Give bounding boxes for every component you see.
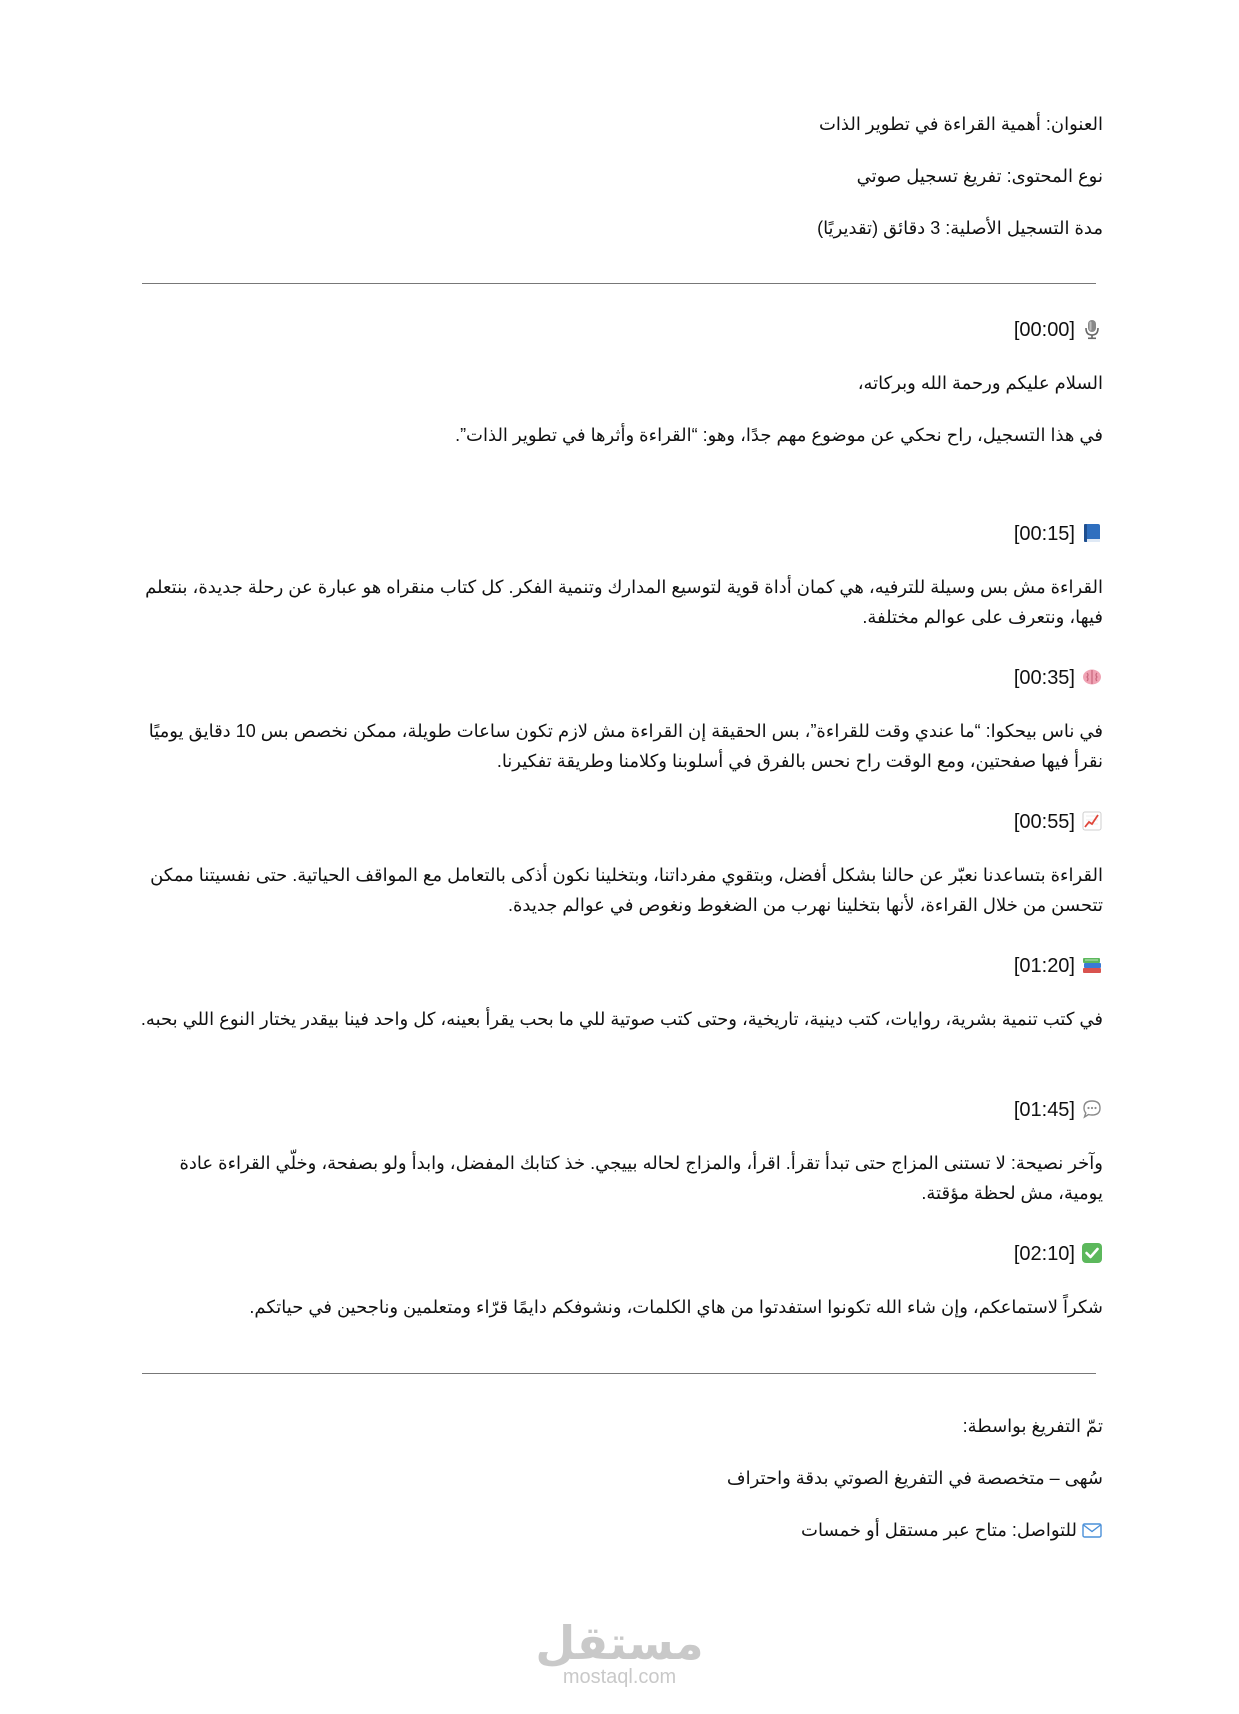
title-line: العنوان: أهمية القراءة في تطوير الذات	[818, 114, 1103, 134]
credit-name: سُهى – متخصصة في التفريغ الصوتي بدقة واحتراف	[726, 1468, 1103, 1488]
timestamp-heading	[136, 664, 1103, 692]
transcript-section-00-00	[136, 316, 1103, 450]
brain-icon	[1081, 666, 1103, 688]
document-header	[136, 110, 1103, 242]
timestamp: [01:20]	[1013, 955, 1075, 977]
transcript-paragraph: القراءة بتساعدنا نعبّر عن حالنا بشكل أفضل، وبتقوي مفرداتنا، وبتخلينا نكون أذكى بالتعامل مع المواقف الحياتية. حتى نفسيتنا ممكن تتحسن من خلال القراءة، لأنها بتخلينا نهرب من الضغوط ونغوص في عوالم جديدة.	[150, 865, 1103, 915]
duration-line: مدة التسجيل الأصلية: 3 دقائق (تقديريًا)	[817, 218, 1103, 238]
transcript-section-00-15	[136, 520, 1103, 632]
watermark-arabic: مستقل	[535, 1617, 704, 1669]
books-icon	[1081, 954, 1103, 976]
transcript-paragraph: في ناس بيحكوا: “ما عندي وقت للقراءة”، بس الحقيقة إن القراءة مش لازم تكون ساعات طويلة، ممكن نخصص بس 10 دقايق يوميًا نقرأ فيها صفحتين، ومع الوقت راح نحس بالفرق في أسلوبنا وكلامنا وطريقة تفكيرنا.	[148, 721, 1103, 771]
timestamp-heading	[136, 1240, 1103, 1268]
transcript-paragraph: شكراً لاستماعكم، وإن شاء الله تكونوا استفدتوا من هاي الكلمات، ونشوفكم دايمًا قرّاء ومتعلمين وناجحين في حياتكم.	[249, 1297, 1103, 1317]
check-mark-icon	[1081, 1242, 1103, 1264]
timestamp: [00:35]	[1013, 667, 1075, 689]
transcript-paragraph: السلام عليكم ورحمة الله وبركاته،	[857, 373, 1103, 393]
divider-bottom	[142, 1373, 1096, 1374]
chart-increasing-icon	[1081, 810, 1103, 832]
timestamp: [00:15]	[1013, 523, 1075, 545]
transcript-paragraph: وآخر نصيحة: لا تستنى المزاج حتى تبدأ تقرأ. اقرأ، والمزاج لحاله بييجي. خذ كتابك المفضل، وابدأ ولو بصفحة، وخلّي القراءة عادة يومية، مش لحظة مؤقتة.	[179, 1153, 1103, 1203]
speech-bubble-icon	[1081, 1098, 1103, 1120]
content-type-line: نوع المحتوى: تفريغ تسجيل صوتي	[856, 166, 1103, 186]
document-footer	[136, 1412, 1103, 1544]
contact-line: للتواصل: متاح عبر مستقل أو خمسات	[801, 1520, 1077, 1540]
credit-label: تمّ التفريغ بواسطة:	[962, 1416, 1103, 1436]
transcript-paragraph: في هذا التسجيل، راح نحكي عن موضوع مهم جدًا، وهو: “القراءة وأثرها في تطوير الذات”.	[455, 425, 1103, 445]
timestamp-heading	[136, 952, 1103, 980]
divider-top	[142, 283, 1096, 284]
contact-line-row	[136, 1516, 1103, 1544]
blue-book-icon	[1081, 522, 1103, 544]
microphone-icon	[1081, 318, 1103, 340]
transcript-paragraph: في كتب تنمية بشرية، روايات، كتب دينية، تاريخية، وحتى كتب صوتية للي ما بحب يقرأ بعينه، كل واحد فينا بيقدر يختار النوع اللي بحبه.	[140, 1009, 1103, 1029]
timestamp: [00:55]	[1013, 811, 1075, 833]
timestamp-heading	[136, 520, 1103, 548]
transcript-paragraph: القراءة مش بس وسيلة للترفيه، هي كمان أداة قوية لتوسيع المدارك وتنمية الفكر. كل كتاب منقراه هو عبارة عن رحلة جديدة، بنتعلم فيها، ونتعرف على عوالم مختلفة.	[145, 577, 1103, 627]
transcript-section-01-20	[136, 952, 1103, 1034]
timestamp-heading	[136, 1096, 1103, 1124]
transcript-section-00-55	[136, 808, 1103, 920]
timestamp-heading	[136, 316, 1103, 344]
envelope-icon	[1081, 1519, 1103, 1541]
transcript-section-01-45	[136, 1096, 1103, 1208]
watermark-latin: mostaql.com	[562, 1666, 677, 1688]
timestamp-heading	[136, 808, 1103, 836]
transcript-section-02-10	[136, 1240, 1103, 1322]
transcript-section-00-35	[136, 664, 1103, 776]
timestamp: [01:45]	[1013, 1099, 1075, 1121]
timestamp: [00:00]	[1013, 319, 1075, 341]
timestamp: [02:10]	[1013, 1243, 1075, 1265]
mostaql-watermark	[0, 1617, 1239, 1688]
